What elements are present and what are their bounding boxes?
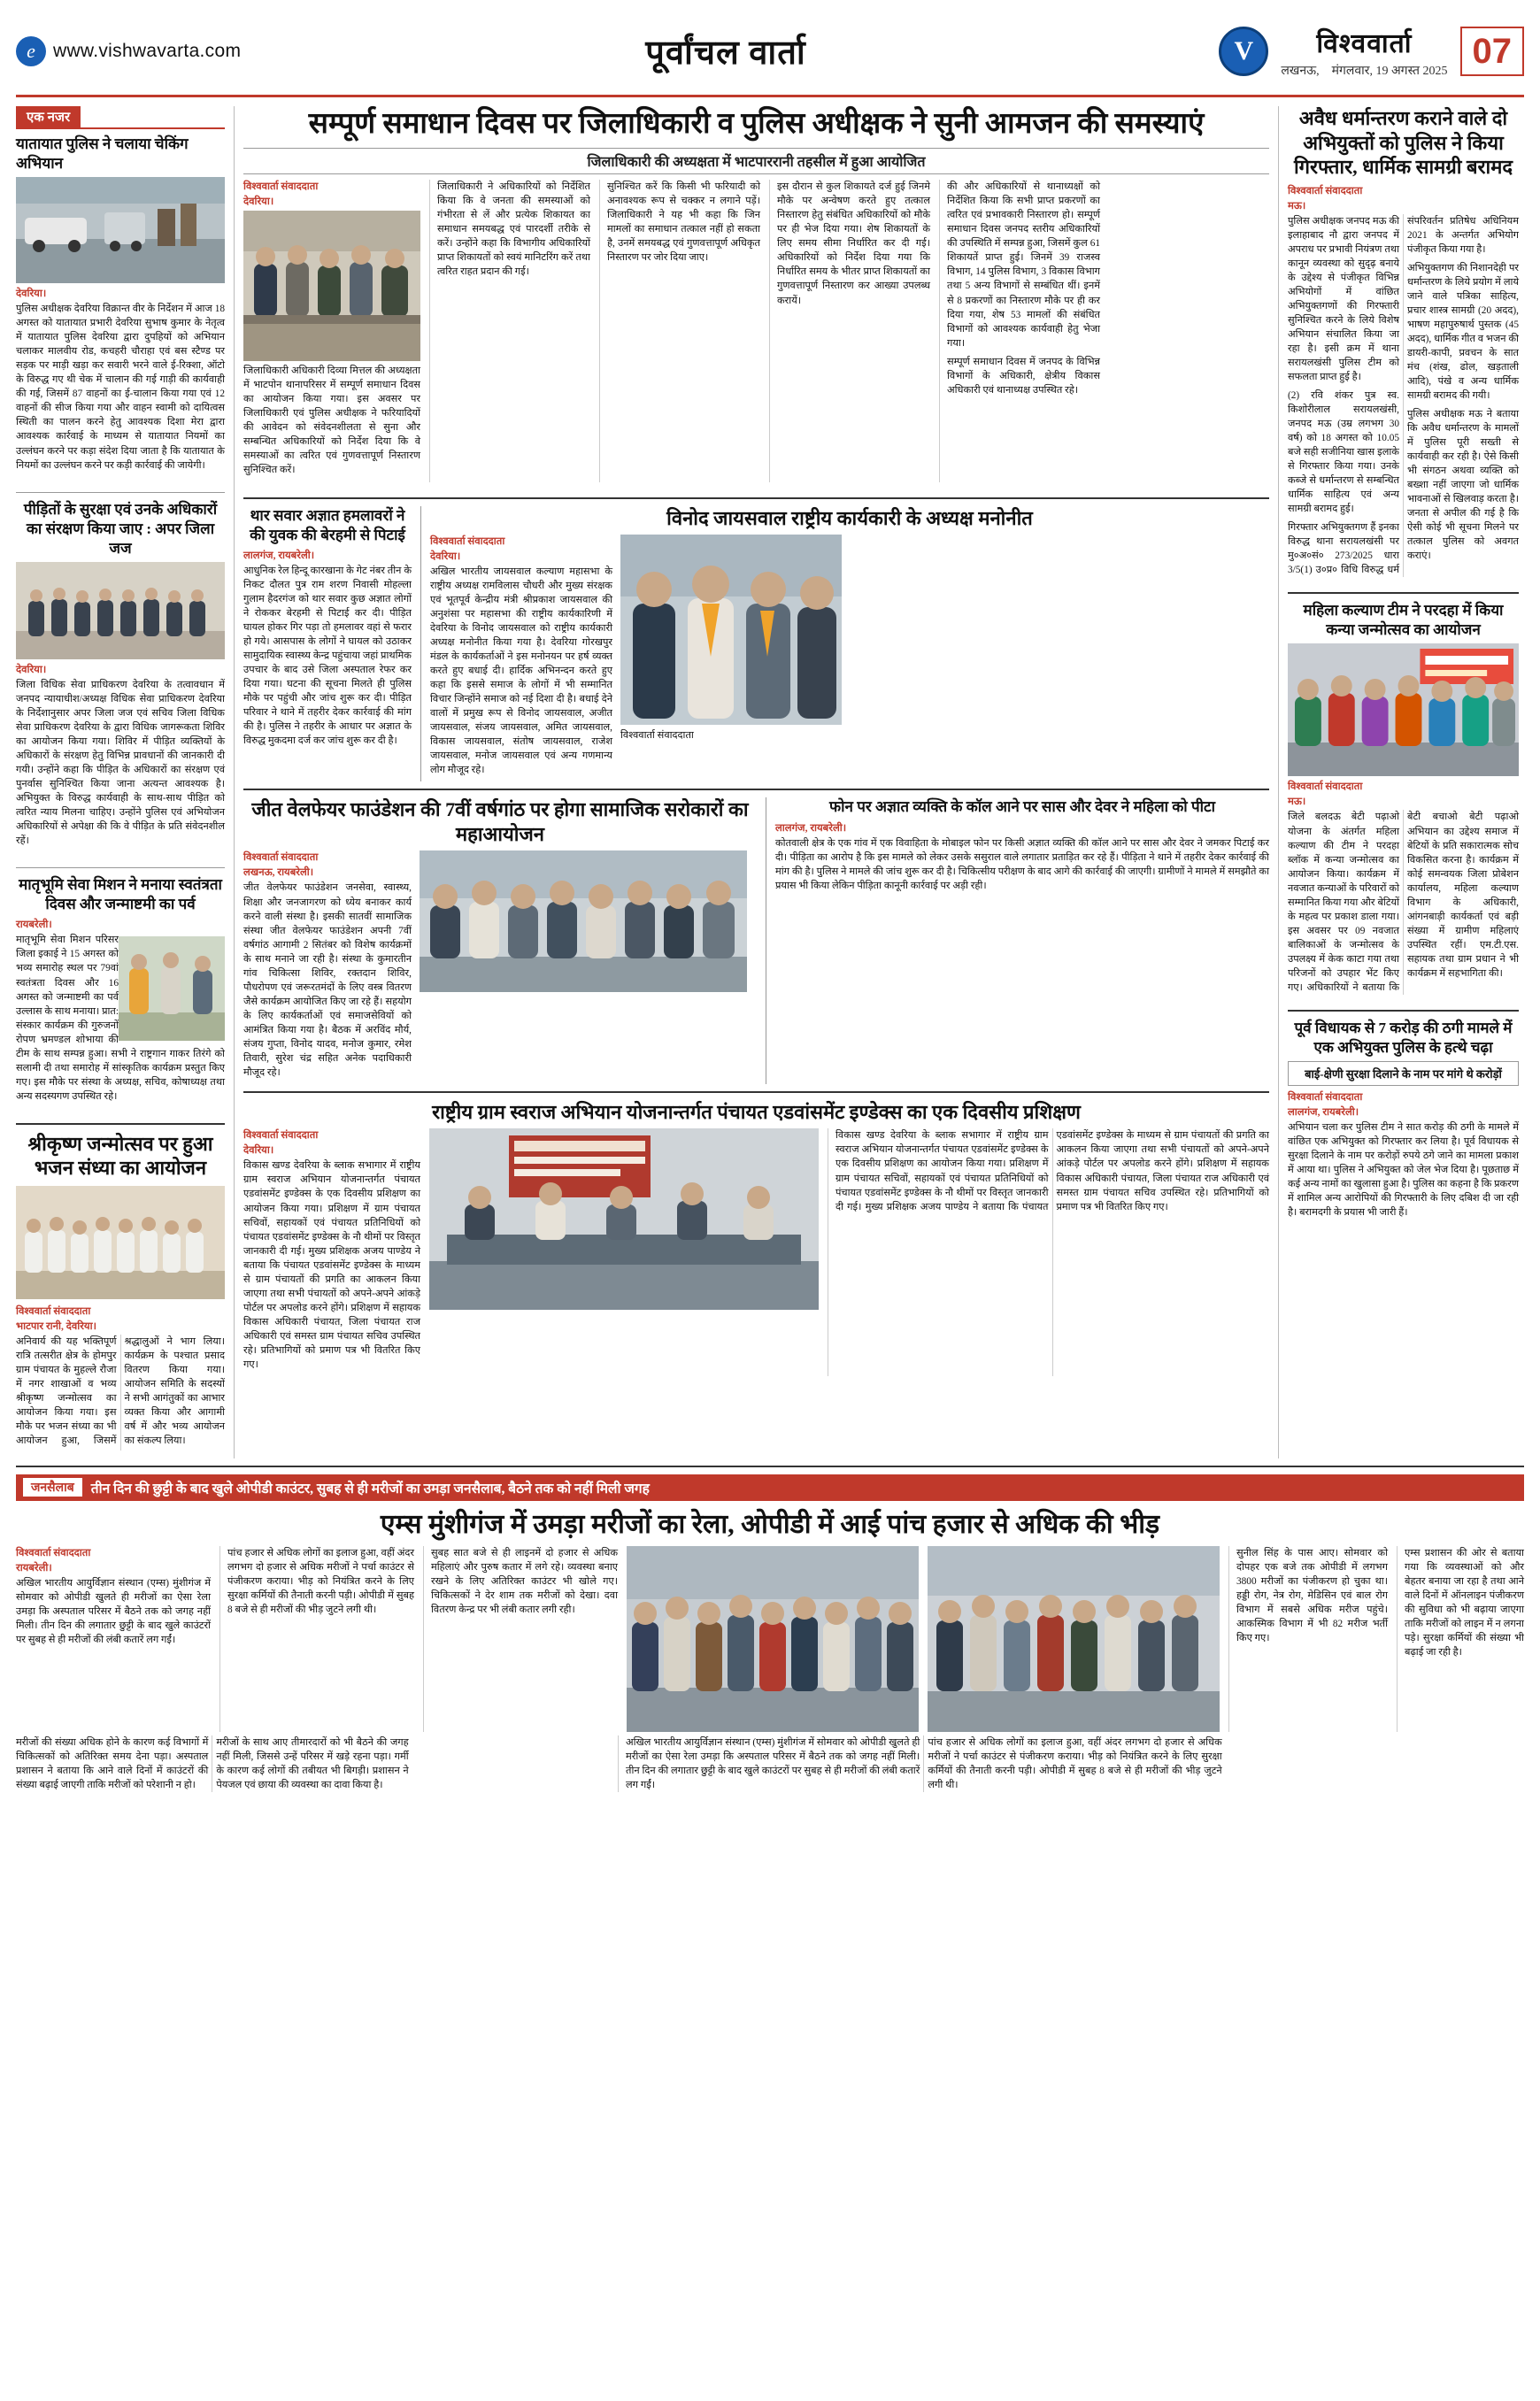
story-phone-headline: फोन पर अज्ञात व्यक्ति के कॉल आने पर सास और देवर ने महिला को पीटा	[829, 798, 1215, 816]
krishna-janmotsav-photo	[16, 1186, 225, 1299]
story-jeet-body: जीत वेलफेयर फाउंडेशन जनसेवा, स्वास्थ्य, शिक्षा और जनजागरण को ध्येय बनाकर कार्य करने वाली संस्था है। इसकी सातवीं सामाजिक संस्था जीत वेलफेयर फाउंडेशन अपनी 7वीं वर्षगांठ आगामी 2 सितंबर को विशेष कार्यक्रमों के साथ मनाने जा रही है। संस्था के कुमारतीन गांव चिकित्सा शिविर, रक्तदान शिविर, पौधरोपण एवं जरूरतमंदों के लिए वस्त्र वितरण जैसे कार्यक्रम आयोजित किए जा रहे हैं। सहयोग के लिए कार्यकर्ताओं एवं समाजसेवियों को आमंत्रित किया गया है। बैठक में अरविंद मौर्य, संजय गुप्ता, विनोद यादव, मनोज कुमार, रमेश तिवारी, सुरेश चंद्र सहित अनेक पदाधिकारी मौजूद रहे।	[243, 882, 412, 1078]
left-article-2-byline: देवरिया।	[16, 664, 47, 675]
brand-date: मंगलवार, 19 अगस्त 2025	[1331, 64, 1448, 78]
masthead-left	[16, 36, 388, 66]
story-vinod	[420, 506, 1269, 782]
bottom-story-p3: सुबह सात बजे से ही लाइनमें दो हजार से अधिक महिलाएं और पुरुष कतार में लगे रहे। व्यवस्था बनाए रखने के लिए अतिरिक्त काउंटर भी खोले गए। चिकित्सकों ने देर शाम तक मरीजों को देखा। दवा वितरण केन्द्र पर भी लंबी कतार लगी रही।	[431, 1548, 618, 1616]
lead-story-para-2: जिलाधिकारी ने अधिकारियों को निर्देशित किया कि वे जनता की समस्याओं को गंभीरता से लें और प्रत्येक शिकायत का समाधान समयबद्ध एवं पारदर्शी तरीके से करें। उन्होंने कहा कि विभागीय अधिकारियों प्राप्त शिकायतों को स्वयं मानिटरिंग करें तथा त्वरित राहत प्रदान की गई।	[437, 181, 590, 278]
left-article-4-byline-label: विश्ववार्ता संवाददाता	[16, 1305, 91, 1317]
ek-nazar-tagwrap	[16, 106, 225, 129]
middle-column	[234, 106, 1269, 1458]
story-mahila-byline-label: विश्ववार्ता संवाददाता	[1288, 781, 1363, 793]
story-vinod-headline: विनोद जायसवाल राष्ट्रीय कार्यकारी के अध्यक्ष मनोनीत	[666, 506, 1033, 529]
bottom-story-p7: एम्स प्रशासन की ओर से बताया गया कि व्यवस्थाओं को और बेहतर बनाया जा रहा है तथा आने वाले दिनों में ऑनलाइन पंजीकरण की सुविधा को भी बढ़ाया जाएगा ताकि मरीजों को लाइन में न लगना पड़े। सुरक्षा कर्मियों की संख्या भी बढ़ाई जा रही है।	[1405, 1548, 1524, 1658]
story-vinod-body: अखिल भारतीय जायसवाल कल्याण महासभा के राष्ट्रीय अध्यक्ष रामविलास चौधरी और मुख्य संरक्षक एवं भूतपूर्व केन्द्रीय मंत्री श्रीप्रकाश जायसवाल की अनुशंसा पर महासभा की राष्ट्रीय कार्यकारिणी में देवरिया के विनोद जायसवाल को राष्ट्रीय कार्यकारी अध्यक्ष मनोनीत किया गया है। देवरिया गोरखपुर मंडल के कार्यकर्ताओं ने इस मनोनयन पर हर्ष व्यक्त करते हुए बधाई दी। हार्दिक अभिनन्दन करते हुए कहा कि इससे समाज के लोगों में भी सम्मानित विचार जिन्होंने समाज को नई दिशा दी है। बधाई देने वालों में प्रमुख रूप से विनोद जायसवाल, अजीत जायसवाल, संजय जायसवाल, अमित जायसवाल, विकास जायसवाल, संतोष जायसवाल, राजेश जायसवाल, मनोज जायसवाल एवं अन्य गणमान्य लोग मौजूद रहे।	[430, 566, 612, 776]
story-panchayat-body: विकास खण्ड देवरिया के ब्लाक सभागार में राष्ट्रीय ग्राम स्वराज अभियान योजनान्तर्गत पंचायत एडवांसमेंट इण्डेक्स के एक दिवसीय प्रशिक्षण का आयोजन किया गया। प्रशिक्षण में ग्राम पंचायत सचिवों, सहायकों एवं पंचायत प्रतिनिधियों को पंचायत एडवांसमेंट इण्डेक्स के नौ थीमों पर विस्तृत जानकारी दी गई। मुख्य प्रशिक्षक अजय पाण्डेय ने बताया कि पंचायत एडवांसमेंट इण्डेक्स के माध्यम से ग्राम पंचायतों की प्रगति का आकलन किया जाएगा तथा सभी पंचायतों को अपने-अपने आंकड़े पोर्टल पर अपलोड करने होंगे। प्रशिक्षण में सहायक विकास अधिकारी पंचायत, जिला पंचायत राज अधिकारी एवं समस्त ग्राम पंचायत सचिव उपस्थित रहे। प्रतिभागियों को प्रमाण पत्र भी वितरित किए गए।	[243, 1160, 420, 1370]
masthead	[16, 12, 1524, 97]
ek-nazar-tag: एक नजर	[16, 106, 81, 127]
bottom-story-p6: सुनील सिंह के पास आए। सोमवार को दोपहर एक बजे तक ओपीडी में लगभग 3800 मरीजों का पंजीकरण हो चुका था। हड्डी रोग, नेत्र रोग, मेडिसिन एवं बाल रोग विभाग में सबसे अधिक मरीज पहुंचे। आकस्मिक विभाग में भी 82 मरीज भर्ती किए गए।	[1236, 1548, 1388, 1644]
kanya-janmotsav-photo	[1288, 643, 1519, 776]
lead-story-para-5: की और अधिकारियों से थानाध्यक्षों को निर्देशित किया कि सभी प्राप्त प्रकरणों का त्वरित एवं प्रभावकारी निस्तारण हो। सम्पूर्ण समाधान दिवस जनपद स्तरीय अधिकारियों की उपस्थिति में सम्पन्न हुआ, जिसमें कुल 61 शिकायतें प्राप्त हुई। जिनमें 39 राजस्व विभाग, 14 पुलिस विभाग, 3 विकास विभाग तथा 5 अन्य विभागों से सम्बंधित थीं। इनमें से 8 प्रकरणों का निस्तारण मौके पर ही कर दिया गया, शेष 53 मामलों की संबंधित विभागों को आवश्यक कार्यवाही हेतु भेजा गया।	[947, 181, 1100, 349]
page-content	[16, 106, 1524, 1458]
bottom-story-p5: मरीजों के साथ आए तीमारदारों को भी बैठने की जगह नहीं मिली, जिससे उन्हें परिसर में खड़े रहना पड़ा। गर्मी के कारण कई लोगों की तबीयत भी बिगड़ी। प्रशासन ने पेयजल एवं छाया की व्यवस्था का दावा किया है।	[216, 1737, 409, 1791]
traffic-checking-photo	[16, 177, 225, 283]
right-column	[1278, 106, 1519, 1458]
left-article-1	[16, 135, 225, 477]
story-thagi-body: अभियान चला कर पुलिस टीम ने सात करोड़ की ठगी के मामले में वांछित एक अभियुक्त को गिरफ्तार कर लिया है। पूर्व विधायक से सुरक्षा दिलाने के नाम पर करोड़ों रुपये ठगे जाने का मामला प्रकाश में आया था। पुलिस ने अभियुक्त को जेल भेज दिया है। पूछताछ में कई अन्य नामों का खुलासा हुआ है। पुलिस का कहना है कि प्रकरण में शामिल अन्य आरोपियों की गिरफ्तारी के लिए दबिश दी जा रही है। बरामदगी के प्रयास भी जारी हैं।	[1288, 1122, 1519, 1219]
story-panchayat	[243, 1100, 1269, 1376]
left-article-3	[16, 875, 225, 1108]
left-article-1-body: पुलिस अधीक्षक देवरिया विक्रान्त वीर के निर्देशन में आज 18 अगस्त को यातायात प्रभारी देवरिया सुभाष कुमार के नेतृत्व में यातायात पुलिस देवरिया द्वारा दुपहियों को अभियान चलाकर मालवीय रोड, कचहरी चौराहा एवं बस स्टैण्ड पर सड़क पर माड़ी खड़ा कर सवारी भरने वाले ई-रिक्शा, ऑटो के विरुद्ध गए थी चेक में चालान की गई गाड़ी की कार्यवाही की गई, जिसमें 87 वाहनों का ई-चालान किया गया एवं 12 वाहनों की सीज किया गया और वाहन स्वामी को दायित्वस स्थिती का पालन करने हेतु आवश्यक दिशा मेरा द्वारा आवश्यक कार्रवाई के माध्यम से यातायात नियमों का उल्लंघन करने पर कड़ा संदेश दिया जाता है कि यातायात के नियमों का उल्लंघन करने पर कड़ी कार्रवाई की जायेगी।	[16, 304, 225, 471]
story-panchayat-byline-label: विश्ववार्ता संवाददाता	[243, 1130, 319, 1142]
story-panchayat-headline: राष्ट्रीय ग्राम स्वराज अभियान योजनान्तर्गत पंचायत एडवांसमेंट इण्डेक्स का एक दिवसीय प्रशिक्षण	[432, 1100, 1081, 1123]
story-vinod-byline-label: विश्ववार्ता संवाददाता	[430, 536, 505, 547]
mid-row-2	[243, 506, 1269, 782]
story-mahila-body: जिले बलदऊ बेटी पढ़ाओ योजना के अंतर्गत महिला कल्याण की टीम ने परदहा ब्लॉक में कन्या जन्मोत्सव का आयोजन किया। कार्यक्रम में नवजात कन्याओं के परिवारों को सम्मानित किया गया और बेटियों के महत्व पर प्रकाश डाला गया। इस अवसर पर 09 नवजात बालिकाओं के जन्मोत्सव के उपलक्ष्य में केक काटा गया तथा परिजनों को उपहार भेंट किए गए। अधिकारियों ने बताया कि बेटी बचाओ बेटी पढ़ाओ अभियान का उद्देश्य समाज में बेटियों के प्रति सकारात्मक सोच विकसित करना है। कार्यक्रम में कोई समन्वयक जिला प्रोबेशन कार्यालय, महिला कल्याण विभाग के अधिकारी, आंगनबाड़ी कार्यकर्ता एवं बड़ी संख्या में ग्रामीण महिलाएं उपस्थित रहीं। एम.टी.एस. सहायक तथा ग्राम प्रधान ने भी कार्यक्रम में सहभागिता की।	[1288, 812, 1519, 993]
lead-story-headline: सम्पूर्ण समाधान दिवस पर जिलाधिकारी व पुलिस अधीक्षक ने सुनी आमजन की समस्याएं	[308, 108, 1205, 140]
masthead-center	[388, 28, 1064, 74]
left-article-4-byline: भाटपार रानी, देवरिया।	[16, 1320, 96, 1332]
left-article-4-headline: श्रीकृष्ण जन्मोत्सव पर हुआ भजन संध्या का आयोजन	[27, 1132, 213, 1180]
bottom-story-p1: अखिल भारतीय आयुर्विज्ञान संस्थान (एम्स) मुंशीगंज में सोमवार को ओपीडी खुलते ही मरीजों का ऐसा रेला उमड़ा कि अस्पताल परिसर में बैठने तक को जगह नहीं मिली। तीन दिन की लगातार छुट्टी के बाद खुले काउंटरों पर सुबह से ही मरीजों की लंबी कतारें लग गईं।	[16, 1578, 211, 1646]
lead-story	[243, 106, 1269, 482]
panchayat-training-photo	[429, 1128, 819, 1310]
left-article-2	[16, 500, 225, 853]
story-phone	[766, 797, 1269, 1083]
story-mahila	[1288, 601, 1519, 995]
jansailab-redbar	[16, 1474, 1524, 1501]
story-panchayat-byline-loc: देवरिया।	[243, 1145, 274, 1157]
story-thar-body: आधुनिक रेल हिन्दू कारखाना के गेट नंबर तीन के निकट दौलत पुत्र राम शरण निवासी मोहल्ला गुलाम हैदरगंज को थार सवार कुछ अज्ञात लोगों ने रोककर बेरहमी से पिटाई कर दी। पीड़ित घायल होकर गिर पड़ा तो हमलावर वहां से फरार हो गये। आसपास के लोगों ने घायल को उठाकर सामुदायिक स्वास्थ्य केन्द्र पहुंचाया जहां प्राथमिक उपचार के बाद उसे जिला अस्पताल रेफर कर दिया गया। घटना की सूचना मिलते ही पुलिस मौके पर पहुंची और जांच शुरू कर दी। पीड़ित परिवार ने थाने में तहरीर देकर कार्रवाई की मांग की है। पुलिस ने तहरीर के आधार पर अज्ञात के विरुद्ध मुकदमा दर्ज कर जांच शुरू कर दी है।	[243, 565, 412, 747]
epaper-icon: e	[16, 36, 46, 66]
story-dharmantaran-p5: पुलिस अधीक्षक मऊ ने बताया कि अवैध धर्मान्तरण के मामलों में पुलिस पूरी सख्ती से कार्यवाही कर रही है। ऐसे किसी भी संगठन अथवा व्यक्ति को बख्शा नहीं जाएगा जो धार्मिक भावनाओं से खिलवाड़ करता है। जनता से अपील की गई है कि ऐसी कोई भी सूचना मिलने पर तत्काल पुलिस को अवगत कराएं।	[1407, 408, 1519, 562]
mid-row-3	[243, 797, 1269, 1083]
left-article-3-byline: रायबरेली।	[16, 920, 52, 931]
story-dharmantaran-p4: अभियुक्तगण की निशानदेही पर धर्मान्तरण के लिये प्रयोग में लाये जाने वाले पत्रिका साहित्य, प्रचार शास्त्र सामग्री (20 अदद), भाषण महापुरुषार्थ पुस्तक (45 अदद), धार्मिक गीत व भजन की डायरी-कापी, प्रवचन के सात मंच (शंख, ढोल, खड़ताली आदि), पंखे व अन्य धार्मिक सामग्री बरामद की गयी।	[1407, 262, 1519, 401]
brand-block	[1281, 24, 1447, 79]
story-thar-headline: थार सवार अज्ञात हमलावरों ने की युवक की बेरहमी से पिटाई	[250, 506, 405, 543]
story-jeet-byline-label: विश्ववार्ता संवाददाता	[243, 852, 319, 864]
left-article-3-headline: मातृभूमि सेवा मिशन ने मनाया स्वतंत्रता दिवस और जन्माष्टमी का पर्व	[19, 876, 222, 913]
left-article-1-headline: यातायात पुलिस ने चलाया चेकिंग अभियान	[16, 135, 189, 173]
left-column	[16, 106, 225, 1458]
legal-awareness-group-photo	[16, 562, 225, 659]
story-thagi-kicker: बाई-क्षेणी सुरक्षा दिलाने के नाम पर मांगे थे करोड़ों	[1288, 1061, 1519, 1086]
story-thar-byline: लालगंज, रायबरेली।	[243, 550, 315, 561]
brand-logo-icon: V	[1219, 27, 1268, 76]
story-dharmantaran	[1288, 106, 1519, 577]
bottom-story-p2-cont: पांच हजार से अधिक लोगों का इलाज हुआ, वहीं अंदर लगभग दो हजार से अधिक मरीजों ने पर्चा काउंटर से पंजीकरण कराया। भीड़ को नियंत्रित करने के लिए सुरक्षा कर्मियों की तैनाती करनी पड़ी। ओपीडी में सुबह 8 बजे से ही मरीजों की भीड़ जुटने लगी थी।	[928, 1737, 1222, 1791]
bottom-story-p1-cont: अखिल भारतीय आयुर्विज्ञान संस्थान (एम्स) मुंशीगंज में सोमवार को ओपीडी खुलते ही मरीजों का ऐसा रेला उमड़ा कि अस्पताल परिसर में बैठने तक को जगह नहीं मिली। तीन दिन की लगातार छुट्टी के बाद खुले काउंटरों पर सुबह से ही मरीजों की लंबी कतारें लग गईं।	[626, 1737, 920, 1791]
story-thar	[243, 506, 412, 782]
story-mahila-byline-loc: मऊ।	[1288, 796, 1306, 808]
story-panchayat-body-cont: विकास खण्ड देवरिया के ब्लाक सभागार में राष्ट्रीय ग्राम स्वराज अभियान योजनान्तर्गत पंचायत एडवांसमेंट इण्डेक्स के एक दिवसीय प्रशिक्षण का आयोजन किया गया। प्रशिक्षण में ग्राम पंचायत सचिवों, सहायकों एवं पंचायत प्रतिनिधियों को पंचायत एडवांसमेंट इण्डेक्स के नौ थीमों पर विस्तृत जानकारी दी गई। मुख्य प्रशिक्षक अजय पाण्डेय ने बताया कि पंचायत एडवांसमेंट इण्डेक्स के माध्यम से ग्राम पंचायतों की प्रगति का आकलन किया जाएगा तथा सभी पंचायतों को अपने-अपने आंकड़े पोर्टल पर अपलोड करने होंगे। प्रशिक्षण में सहायक विकास अधिकारी पंचायत, जिला पंचायत राज अधिकारी एवं समस्त ग्राम पंचायत सचिव उपस्थित रहे। प्रतिभागियों को प्रमाण पत्र भी वितरित किए गए।	[835, 1130, 1269, 1212]
left-article-4-body: अनिवार्य की यह भक्तिपूर्ण रात्रि तत्सरीत क्षेत्र के होमपुर ग्राम पंचायत के मुहल्ले रौजा में नगर शाखाओं व भव्य श्रीकृष्ण जन्मोत्सव का आयोजन किया गया। इस मौके पर भजन संध्या का भी आयोजन हुआ, जिसमें श्रद्धालुओं ने भाग लिया। कार्यक्रम के पश्चात प्रसाद वितरण किया गया। आयोजन समिति के सदस्यों ने सभी आगंतुकों का आभार व्यक्त किया और आगामी वर्ष में और भव्य आयोजन का संकल्प लिया।	[16, 1335, 225, 1446]
story-phone-byline: लालगंज, रायबरेली।	[775, 822, 847, 834]
story-phone-body: कोतवाली क्षेत्र के एक गांव में एक विवाहिता के मोबाइल फोन पर किसी अज्ञात व्यक्ति की कॉल आने पर सास और देवर ने जमकर पिटाई कर दी। पीड़िता का आरोप है कि इस मामले को लेकर उसके ससुराल वाले लगातार प्रताड़ित कर रहे हैं। पीड़िता ने थाने में तहरीर देकर कार्रवाई की मांग की है। पुलिस ने मामले की जांच शुरू कर दी है। चिकित्सीय परीक्षण के बाद आगे की कार्रवाई की जाएगी। ग्रामीणों ने मामले में समझौते का प्रयास भी किया लेकिन पीड़िता कानूनी कार्रवाई पर अड़ी रही।	[775, 837, 1269, 891]
jansailab-redbar-text: तीन दिन की छुट्टी के बाद खुले ओपीडी काउंटर, सुबह से ही मरीजों का उमड़ा जनसैलाब, बैठने तक को नहीं मिली जगह	[90, 1481, 650, 1497]
story-jeet	[243, 797, 757, 1083]
vinod-jaiswal-felicitation-photo	[620, 535, 842, 725]
lead-story-para-3: सुनिश्चित करें कि किसी भी फरियादी को अनावश्यक रूप से चक्कर न लगाने पड़ें। जिलाधिकारी ने यह भी कहा कि जिन मामलों का समाधान तत्काल नहीं हो सकता है, उनमें समयबद्ध एवं गुणवत्तापूर्ण अधिकृत निस्तारण पर जोर दिया जाए।	[607, 181, 760, 264]
bottom-story	[16, 1474, 1524, 1793]
story-dharmantaran-p1: पुलिस अधीक्षक जनपद मऊ की इलाहाबाद नौ द्वारा जनपद में अपराध पर प्रभावी नियंत्रण तथा कानून व्यवस्था को सुदृढ़ बनाये के उद्देश्य से पंजीकृत विभिन्न अभियोगों में वांछित अभियुक्तगणों की गिरफ्तारी सुनिश्चित करने के लिये विशेष अभियान संचालित किया जा रहा है। इसी क्रम में थाना सरायलखंसी पुलिस टीम को सफलता प्राप्त हुई है।	[1288, 215, 1399, 382]
bottom-story-p2: पांच हजार से अधिक लोगों का इलाज हुआ, वहीं अंदर लगभग दो हजार से अधिक मरीजों ने पर्चा काउंटर से पंजीकरण कराया। भीड़ को नियंत्रित करने के लिए सुरक्षा कर्मियों की तैनाती करनी पड़ी। ओपीडी में सुबह 8 बजे से ही मरीजों की भीड़ जुटने लगी थी।	[227, 1548, 414, 1616]
samadhan-diwas-photo	[243, 211, 420, 361]
left-article-3-body: मातृभूमि सेवा मिशन परिसर जिला इकाई ने 15 अगस्त को भव्य समारोह स्थल पर 79वां स्वतंत्रता दिवस और 16 अगस्त को जन्माष्टमी का पर्व उल्लास के साथ मनाया। प्रात: संस्कार कार्यक्रम की गुरुजनों रोपण भ्रमण्डल शोभाया की टीम के साथ सम्पन्न हुआ। सभी ने राष्ट्रगान गाकर तिरंगे को सलामी दी तथा समारोह में सांस्कृतिक कार्यक्रम प्रस्तुत किए गए। इस मौके पर संस्था के अध्यक्ष, सचिव, कोषाध्यक्ष तथा अन्य सदस्यगण उपस्थित रहे।	[16, 935, 225, 1102]
section-title: पूर्वांचल वार्ता	[645, 34, 806, 72]
story-dharmantaran-p3: गिरफ्तार अभियुक्तगण हैं इनका विरुद्ध थाना सरायलखंसी पर मु०अ०सं० 273/2025 धारा 3/5(1) उ०प्र० विधि विरुद्ध धर्म संपरिवर्तन प्रतिषेध अधिनियम 2021 के अन्तर्गत अभियोग पंजीकृत किया गया है।	[1288, 215, 1519, 576]
brand-city: लखनऊ,	[1281, 64, 1320, 78]
story-jeet-headline: जीत वेलफेयर फाउंडेशन की 7वीं वर्षगांठ पर होगा सामाजिक सरोकारों का महाआयोजन	[251, 798, 749, 845]
lead-story-para-4: इस दौरान से कुल शिकायते दर्ज हुई जिनमे मौके पर अन्वेषण करते हुए तत्काल निस्तारण हेतु संबंधित अधिकारियों को मौके पर ही भेज दिया गया। शेष शिकायतों के लिए समय सीमा निर्धारित कर दी गई। अधिकारियों को निर्देश दिया गया कि निर्धारित समय के भीतर प्राप्त शिकायतों का गुणवत्तापूर्ण निस्तारण कर आख्या उपलब्ध करायें।	[777, 181, 930, 306]
lead-story-para-1: जिलाधिकारी अधिकारी दिव्या मित्तल की अध्यक्षता में भाटपोन थानापरिसर में सम्पूर्ण समाधान दिवस का आयोजन किया गया। इस अवसर पर जिलाधिकारी एवं पुलिस अधीक्षक ने फरियादियों की आवेदन को संवेदनशीलता से सुना और सम्बन्धित अधिकारियों को निर्देश दिया कि वे समस्याओं का त्वरित एवं गुणवत्तापूर्ण निस्तारण सुनिश्चित करें।	[243, 366, 420, 476]
story-dharmantaran-headline: अवैध धर्मान्तरण कराने वाले दो अभियुक्तों को पुलिस ने किया गिरफ्तार, धार्मिक सामग्री बरामद	[1293, 107, 1513, 178]
story-vinod-byline-loc: देवरिया।	[430, 551, 461, 562]
story-jeet-byline-loc: लखनऊ, रायबरेली।	[243, 867, 314, 879]
story-thagi-headline: पूर्व विधायक से 7 करोड़ की ठगी मामले में एक अभियुक्त पुलिस के हत्थे चढ़ा	[1294, 1019, 1513, 1056]
story-thagi-byline-label: विश्ववार्ता संवाददाता	[1288, 1092, 1363, 1104]
left-article-4	[16, 1132, 225, 1451]
brand-name: विश्ववार्ता	[1316, 28, 1413, 58]
page-number: 07	[1460, 27, 1525, 76]
lead-story-byline-label: विश्ववार्ता संवाददाता	[243, 181, 319, 193]
bottom-story-byline-loc: रायबरेली।	[16, 1563, 52, 1574]
aiims-opd-crowd-photo-1	[627, 1546, 919, 1732]
left-article-2-body: जिला विधिक सेवा प्राधिकरण देवरिया के तत्वावधान में जनपद न्यायाधीश/अध्यक्ष विधिक सेवा प्राधिकरण देवरिया के निर्देशानुसार अपर जिला जज एवं सचिव जिला विधिक सेवा प्राधिकरण देवरिया के द्वारा विधिक जागरूकता शिविर का आयोजन किया गया। शिविर में पीड़ित व्यक्तियों के अधिकारों के संरक्षण हेतु विभिन्न प्रावधानों की जानकारी दी गयी। उन्होंने कहा कि पीड़ित के अधिकारों का संरक्षण एवं पुनर्वास सुनिश्चित किया जाना अत्यन्त आवश्यक है। अभियुक्त के विरुद्ध कार्यवाही के साथ-साथ पीड़ित को त्वरित न्याय मिलना चाहिए। उन्होंने पुलिस एवं अभियोजन अधिकारियों से अपेक्षा की कि वे पीड़ित के प्रति संवेदनशील रहें।	[16, 679, 225, 847]
masthead-right	[1064, 24, 1524, 79]
left-article-1-byline: देवरिया।	[16, 289, 47, 300]
bottom-story-p4: मरीजों की संख्या अधिक होने के कारण कई विभागों में चिकित्सकों को अतिरिक्त समय देना पड़ा। अस्पताल प्रशासन ने बताया कि आने वाले दिनों में काउंटरों की संख्या बढ़ाई जाएगी ताकि मरीजों को परेशानी न हो।	[16, 1737, 209, 1791]
lead-story-subhead: जिलाधिकारी की अध्यक्षता में भाटपाररानी तहसील में हुआ आयोजित	[243, 148, 1269, 174]
site-url[interactable]: www.vishwavarta.com	[53, 40, 242, 61]
story-dharmantaran-byline-label: विश्ववार्ता संवाददाता	[1288, 185, 1363, 196]
story-dharmantaran-byline-loc: मऊ।	[1288, 200, 1306, 212]
jeet-welfare-foundation-photo	[420, 850, 747, 992]
lead-story-para-6: सम्पूर्ण समाधान दिवस में जनपद के विभिन्न विभागों के अधिकारी, क्षेत्रीय विकास अधिकारी एवं थानाध्यक्ष उपस्थित रहे।	[947, 356, 1100, 396]
matribhumi-seva-mission-photo	[119, 936, 225, 1041]
aiims-opd-crowd-photo-2	[928, 1546, 1220, 1732]
story-dharmantaran-p2: (2) रवि शंकर पुत्र स्व. किशोरीलाल सरायलखंसी, जनपद मऊ (उम्र लगभग 30 वर्ष) को 18 अगस्त को 10.05 बजे सही सजीनिया खास इलाके से गिरफ्तार किया गया। उनके कब्जे से धर्मान्तरण से सम्बन्धित धार्मिक साहित्य एवं अन्य सामग्री बरामद हुई।	[1288, 389, 1399, 515]
bottom-story-byline-label: विश्ववार्ता संवाददाता	[16, 1548, 91, 1559]
bottom-story-headline: एम्स मुंशीगंज में उमड़ा मरीजों का रेला, ओपीडी में आई पांच हजार से अधिक की भीड़	[380, 1509, 1160, 1539]
story-thagi-byline-loc: लालगंज, रायबरेली।	[1288, 1107, 1359, 1119]
left-article-2-headline: पीड़ितों के सुरक्षा एवं उनके अधिकारों का संरक्षण किया जाए : अपर जिला जज	[23, 500, 218, 557]
story-thagi	[1288, 1019, 1519, 1224]
lead-story-byline-loc: देवरिया।	[243, 196, 274, 208]
story-mahila-headline: महिला कल्याण टीम ने परदहा में किया कन्या जन्मोत्सव का आयोजन	[1303, 602, 1504, 639]
story-vinod-caption: विश्ववार्ता संवाददाता	[620, 730, 694, 741]
jansailab-tag: जनसैलाब	[23, 1478, 82, 1497]
